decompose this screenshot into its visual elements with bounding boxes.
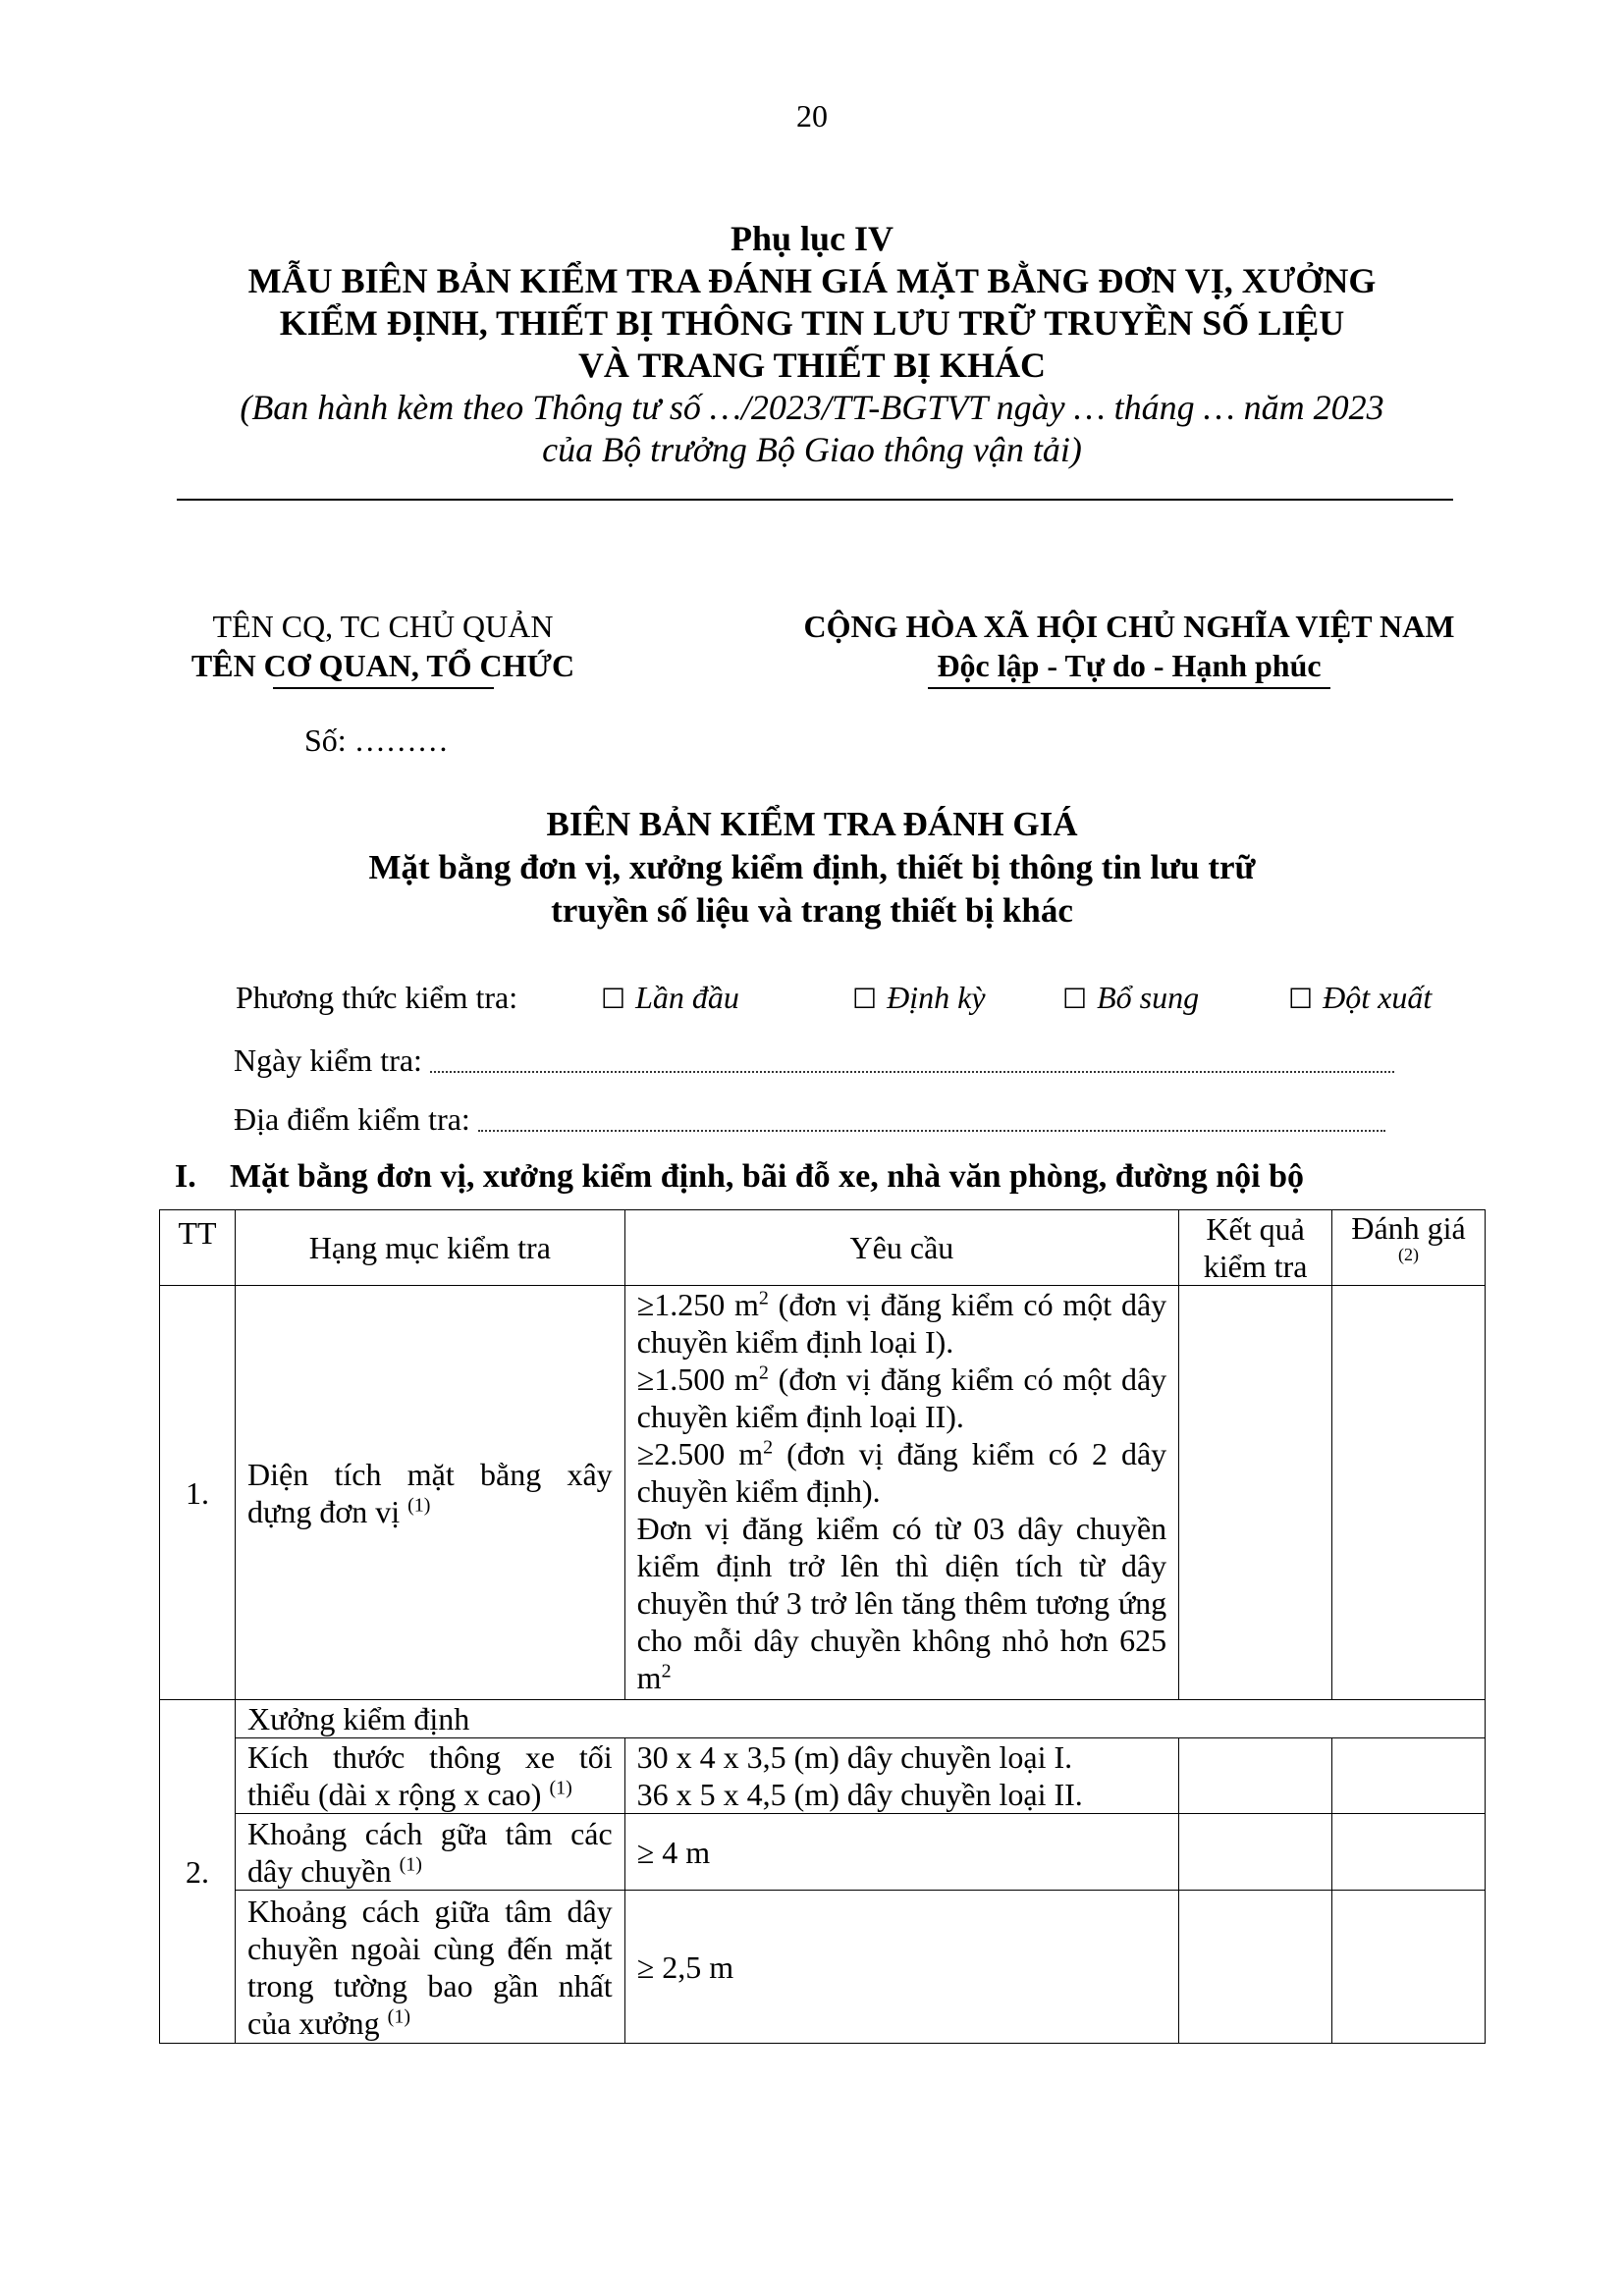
- section-number: I.: [175, 1158, 196, 1195]
- row-2-2-evaluation-cell[interactable]: [1332, 1814, 1486, 1891]
- header-evaluation: Đánh giá (2): [1332, 1210, 1486, 1286]
- row-2-1-item: Kích thước thông xe tối thiểu (dài x rộng x cao) $^{(1)}$: [235, 1738, 624, 1814]
- national-motto: Độc lập - Tự do - Hạnh phúc: [937, 648, 1322, 683]
- table-row: [160, 1738, 1486, 1814]
- row-2-2-result-cell[interactable]: [1179, 1814, 1332, 1891]
- row-2-2-requirement: ≥ 4 m: [624, 1814, 1178, 1891]
- method-option-first-time[interactable]: ☐ Lần đầu: [601, 980, 739, 1015]
- document-number: Số: ………: [304, 722, 449, 758]
- row-2-3-item: Khoảng cách giữa tâm dây chuyền ngoài cùng đến mặt trong tường bao gần nhất của xưởng $^{(1)}$: [235, 1891, 624, 2044]
- header-result: Kết quả kiểm tra: [1179, 1210, 1332, 1286]
- evaluation-note: (2): [1398, 1245, 1420, 1264]
- org-name: TÊN CƠ QUAN, TỔ CHỨC: [190, 648, 575, 683]
- report-title-line-3: truyền số liệu và trang thiết bị khác: [551, 891, 1073, 930]
- parent-org-name: TÊN CQ, TC CHỦ QUẢN: [212, 609, 554, 644]
- requirement-two-lines: ≥2.500 $m^2$ (đơn vị đăng kiểm có 2 dây chuyền kiểm định).: [636, 1436, 1167, 1509]
- row-1-result-cell[interactable]: [1179, 1286, 1332, 1700]
- inspection-table: [159, 1209, 1486, 2044]
- report-title-line-2: Mặt bằng đơn vị, xưởng kiểm định, thiết bị thông tin lưu trữ: [368, 848, 1256, 886]
- row-2-group-label: Xưởng kiểm định: [235, 1700, 1485, 1738]
- method-option-unscheduled[interactable]: ☐ Đột xuất: [1288, 980, 1433, 1015]
- national-header-block: [766, 607, 1492, 689]
- section-1-title: [175, 1158, 1304, 1196]
- inspection-date-label: Ngày kiểm tra:: [234, 1042, 422, 1078]
- row-2-2-item: Khoảng cách gữa tâm các dây chuyền $^{(1)}$: [235, 1814, 624, 1891]
- appendix-title-line-3: VÀ TRANG THIẾT BỊ KHÁC: [577, 346, 1047, 385]
- table-row: [160, 1891, 1486, 2044]
- issued-note-line-1: (Ban hành kèm theo Thông tư số …/2023/TT-BGTVT ngày … tháng … năm 2023: [240, 388, 1384, 427]
- requirement-one-line-type-2: ≥1.500 $m^2$ (đơn vị đăng kiểm có một dây chuyền kiểm định loại II).: [636, 1362, 1167, 1434]
- issuing-agency-block: [147, 607, 619, 689]
- page-number: 20: [796, 98, 828, 133]
- report-title: [157, 803, 1467, 933]
- row-2-1-requirement: 30 x 4 x 3,5 (m) dây chuyền loại I. 36 x 5 x 4,5 (m) dây chuyền loại II.: [624, 1738, 1178, 1814]
- row-2-1-evaluation-cell[interactable]: [1332, 1738, 1486, 1814]
- report-title-line-1: BIÊN BẢN KIỂM TRA ĐÁNH GIÁ: [546, 805, 1078, 843]
- row-2-3-requirement: ≥ 2,5 m: [624, 1891, 1178, 2044]
- inspection-method-row: [236, 980, 1463, 1019]
- appendix-title-line-2: KIỂM ĐỊNH, THIẾT BỊ THÔNG TIN LƯU TRỮ TRUYỀN SỐ LIỆU: [279, 303, 1345, 343]
- table-row: [160, 1700, 1486, 1738]
- checkbox-icon[interactable]: ☐: [1062, 983, 1088, 1015]
- table-row: [160, 1814, 1486, 1891]
- checkbox-icon[interactable]: ☐: [601, 983, 626, 1015]
- country-name: CỘNG HÒA XÃ HỘI CHỦ NGHĨA VIỆT NAM: [803, 609, 1455, 644]
- row-1-evaluation-cell[interactable]: [1332, 1286, 1486, 1700]
- row-2-3-result-cell[interactable]: [1179, 1891, 1332, 2044]
- motto-underline: [928, 687, 1330, 689]
- row-1-tt: 1.: [160, 1286, 236, 1700]
- row-1-item: Diện tích mặt bằng xây dựng đơn vị $^{(1)}$: [235, 1286, 624, 1700]
- table-header-row: [160, 1210, 1486, 1286]
- inspection-location-field[interactable]: [478, 1126, 1385, 1132]
- issued-note-line-2: của Bộ trưởng Bộ Giao thông vận tải): [542, 430, 1082, 469]
- appendix-label: Phụ lục IV: [730, 219, 894, 258]
- requirement-three-plus-lines: Đơn vị đăng kiểm có từ 03 dây chuyền kiểm định trở lên thì diện tích từ dây chuyền thứ 3 trở lên tăng thêm tương ứng cho mỗi dây chuyền không nhỏ hơn 625 $m^2$: [636, 1511, 1167, 1695]
- requirement-one-line-type-1: ≥1.250 $m^2$ (đơn vị đăng kiểm có một dây chuyền kiểm định loại I).: [636, 1287, 1167, 1360]
- row-2-1-result-cell[interactable]: [1179, 1738, 1332, 1814]
- checkbox-icon[interactable]: ☐: [852, 983, 878, 1015]
- method-option-periodic[interactable]: ☐ Định kỳ: [852, 980, 986, 1015]
- inspection-method-label: Phương thức kiểm tra:: [236, 980, 518, 1015]
- header-requirement: Yêu cầu: [624, 1210, 1178, 1286]
- checkbox-icon[interactable]: ☐: [1288, 983, 1314, 1015]
- heading-divider: [177, 499, 1453, 501]
- org-underline: [273, 687, 494, 689]
- inspection-location-label: Địa điểm kiểm tra:: [234, 1101, 470, 1137]
- header-item: Hạng mục kiểm tra: [235, 1210, 624, 1286]
- header-tt: TT: [160, 1210, 236, 1286]
- row-1-requirement: [624, 1286, 1178, 1700]
- row-2-3-evaluation-cell[interactable]: [1332, 1891, 1486, 2044]
- inspection-date-field[interactable]: [430, 1067, 1394, 1073]
- method-option-additional[interactable]: ☐ Bổ sung: [1062, 980, 1200, 1015]
- row-2-tt: 2.: [160, 1700, 236, 2044]
- inspection-date-row: [234, 1042, 1394, 1079]
- table-row: [160, 1286, 1486, 1700]
- appendix-title-line-1: MẪU BIÊN BẢN KIỂM TRA ĐÁNH GIÁ MẶT BẰNG ĐƠN VỊ, XƯỞNG: [247, 261, 1377, 300]
- appendix-heading: [157, 218, 1467, 471]
- section-heading-text: Mặt bằng đơn vị, xưởng kiểm định, bãi đỗ xe, nhà văn phòng, đường nội bộ: [230, 1158, 1305, 1195]
- inspection-location-row: [234, 1101, 1385, 1138]
